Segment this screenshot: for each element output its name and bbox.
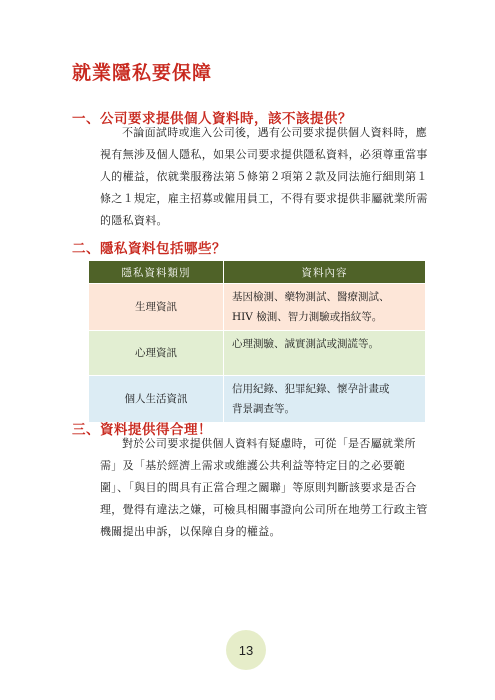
page-number-badge: 13 <box>226 630 266 670</box>
column-header-content: 資料內容 <box>224 261 426 284</box>
section-3-paragraph <box>100 433 438 543</box>
paragraph-line: 視有無涉及個人隱私，如果公司要求提供隱私資料，必須尊重當事 <box>100 148 428 161</box>
content-cell <box>224 331 426 376</box>
content-line: 背景調查等。 <box>232 403 295 415</box>
category-cell: 個人生活資訊 <box>89 376 224 423</box>
section-3-heading: 三、資料提供得合理！ <box>72 422 212 438</box>
privacy-data-table <box>88 260 426 423</box>
column-header-category: 隱私資料類別 <box>89 261 224 284</box>
paragraph-line: 的隱私資料。 <box>100 214 168 227</box>
category-cell: 生理資訊 <box>89 284 224 331</box>
page-title: 就業隱私要保障 <box>72 62 213 84</box>
table-header-row <box>89 261 426 284</box>
table-row <box>89 284 426 331</box>
table-row <box>89 331 426 376</box>
content-line: 心理測驗、誠實測試或測謊等。 <box>232 338 379 350</box>
paragraph-line: 機關提出申訴，以保障自身的權益。 <box>100 525 281 538</box>
content-line: 基因檢測、藥物測試、醫療測試、 <box>232 291 390 303</box>
section-2-heading: 二、隱私資料包括哪些？ <box>72 241 226 257</box>
content-line: HIV 檢測、智力測驗或指紋等。 <box>232 311 383 323</box>
paragraph-line: 對於公司要求提供個人資料有疑慮時，可從「是否屬就業所 <box>122 437 416 450</box>
paragraph-line: 人的權益，依就業服務法第５條第２項第２款及同法施行細則第１ <box>100 170 428 183</box>
section-1-paragraph <box>100 122 438 232</box>
content-cell <box>224 284 426 331</box>
table-row <box>89 376 426 423</box>
section-1-heading: 一、公司要求提供個人資料時，該不該提供？ <box>72 111 352 127</box>
content-cell <box>224 376 426 423</box>
paragraph-line: 理，覺得有違法之嫌，可檢具相關事證向公司所在地勞工行政主管 <box>100 503 428 516</box>
paragraph-line: 不論面試時或進入公司後，遇有公司要求提供個人資料時，應 <box>122 126 428 139</box>
content-line: 信用紀錄、犯罪紀錄、懷孕計畫或 <box>232 383 390 395</box>
paragraph-line: 條之１規定，雇主招募或僱用員工，不得有要求提供非屬就業所需 <box>100 192 428 205</box>
category-cell: 心理資訊 <box>89 331 224 376</box>
paragraph-line: 圍」、「與目的間具有正當合理之關聯」等原則判斷該要求是否合 <box>100 481 417 494</box>
paragraph-line: 需」及「基於經濟上需求或維護公共利益等特定目的之必要範 <box>100 459 406 472</box>
